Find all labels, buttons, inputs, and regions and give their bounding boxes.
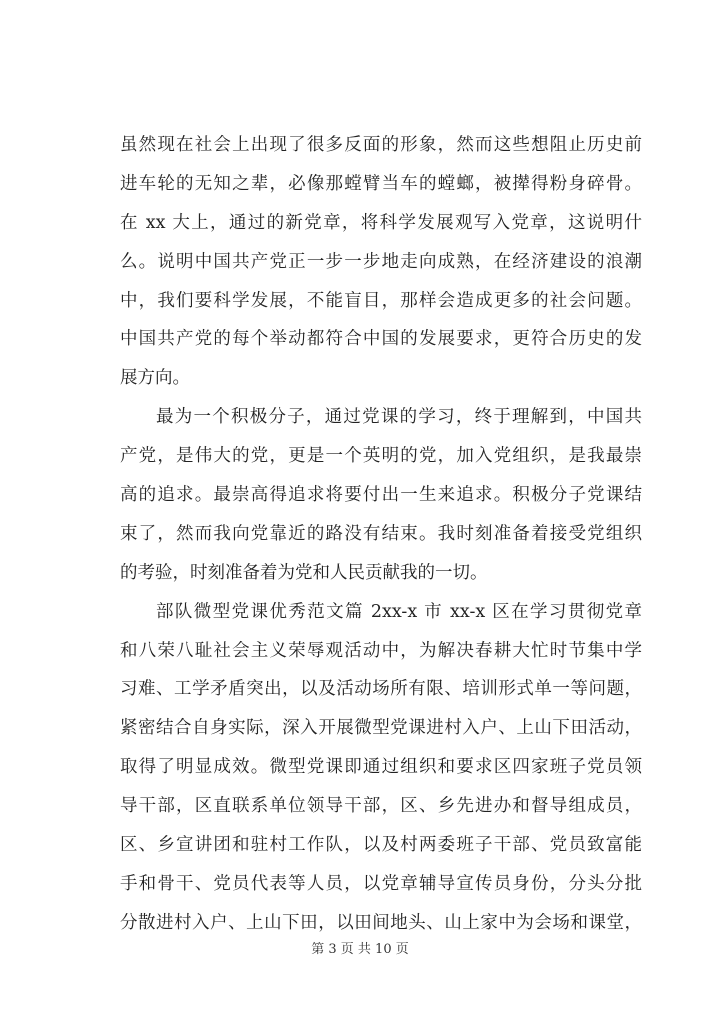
text-line: 虽然现在社会上出现了很多反面的形象，然而这些想阻止历史前 [120, 135, 642, 155]
text-line: 的考验，时刻准备着为党和人民贡献我的一切。 [120, 562, 488, 583]
text-line: 取得了明显成效。微型党课即通过组织和要求区四家班子党员领 [120, 757, 642, 778]
text-line: 进车轮的无知之辈，必像那螳臂当车的螳螂，被撵得粉身碎骨。 [120, 173, 642, 194]
page-number-footer: 第 3 页 共 10 页 [311, 942, 409, 957]
text-line: 高的追求。最崇高得追求将要付出一生来追求。积极分子党课结 [120, 485, 642, 506]
text-line: 手和骨干、党员代表等人员，以党章辅导宣传员身份，分头分批 [120, 873, 642, 894]
text-line: 中，我们要科学发展，不能盲目，那样会造成更多的社会问题。 [120, 290, 642, 311]
paragraph-3 [120, 593, 642, 943]
text-line: 习难、工学矛盾突出，以及活动场所有限、培训形式单一等问题， [120, 679, 642, 700]
text-line: 区、乡宣讲团和驻村工作队，以及村两委班子干部、党员致富能 [120, 835, 642, 856]
text-line: 产党，是伟大的党，更是一个英明的党，加入党组织，是我最崇 [120, 446, 642, 467]
document-body [120, 126, 642, 943]
text-line: 在 xx 大上，通过的新党章，将科学发展观写入党章，这说明什 [120, 212, 642, 233]
text-line: 展方向。 [120, 368, 190, 389]
text-line: 中国共产党的每个举动都符合中国的发展要求，更符合历史的发 [120, 329, 642, 350]
text-line: 分散进村入户、上山下田，以田间地头、山上家中为会场和课堂， [120, 912, 642, 933]
text-line: 导干部，区直联系单位领导干部，区、乡先进办和督导组成员， [120, 796, 642, 817]
text-line: 最为一个积极分子，通过党课的学习，终于理解到，中国共 [156, 407, 642, 428]
text-line: 紧密结合自身实际，深入开展微型党课进村入户、上山下田活动， [120, 718, 642, 739]
text-line: 部队微型党课优秀范文篇 2xx-x 市 xx-x 区在学习贯彻党章 [156, 601, 642, 622]
paragraph-1 [120, 126, 642, 398]
text-line: 束了，然而我向党靠近的路没有结束。我时刻准备着接受党组织 [120, 523, 642, 544]
text-line: 么。说明中国共产党正一步一步地走向成熟，在经济建设的浪潮 [120, 251, 642, 272]
paragraph-2 [120, 398, 642, 592]
text-line: 和八荣八耻社会主义荣辱观活动中，为解决春耕大忙时节集中学 [120, 640, 642, 661]
